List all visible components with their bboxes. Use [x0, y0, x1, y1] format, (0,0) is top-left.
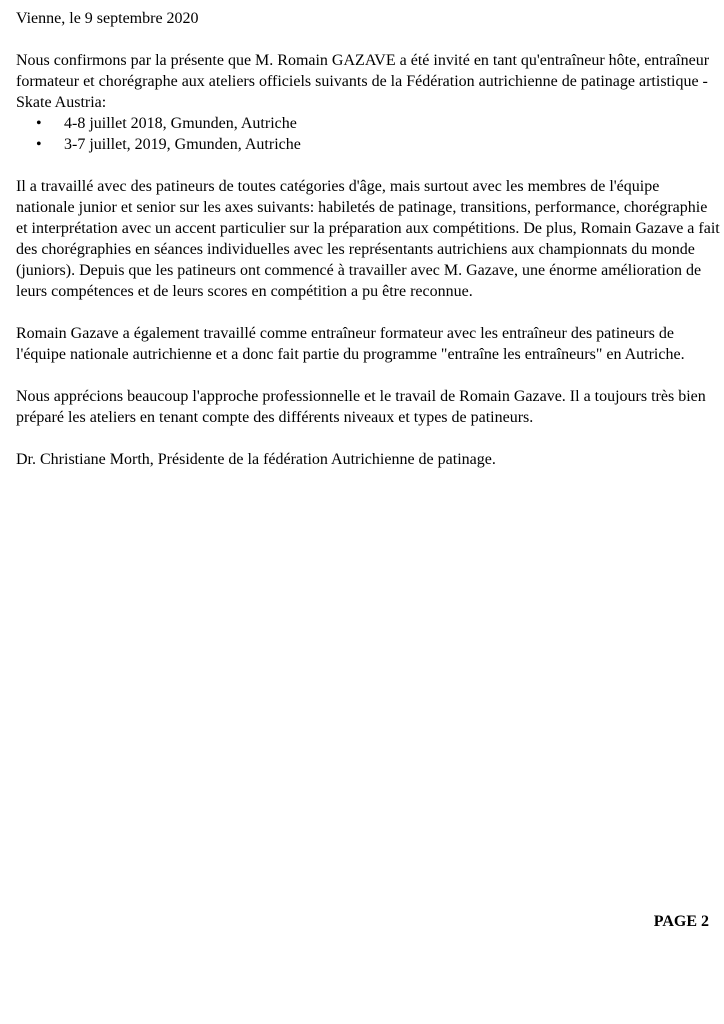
intro-paragraph: Nous confirmons par la présente que M. Romain GAZAVE a été invité en tant qu'entraîneur hôte, entraîneur formateur et chorégraphe aux ateliers officiels suivants de la Fédération autrichienne de patinage artistique - Skate Austria:	[16, 52, 710, 111]
bullet-icon: •	[36, 115, 42, 132]
event-text: 3-7 juillet, 2019, Gmunden, Autriche	[64, 136, 301, 153]
letter-body	[16, 8, 720, 470]
event-list	[16, 113, 720, 155]
event-text: 4-8 juillet 2018, Gmunden, Autriche	[64, 115, 297, 132]
spacer	[16, 155, 720, 176]
list-item	[16, 113, 720, 134]
spacer	[16, 29, 720, 50]
spacer	[16, 428, 720, 449]
spacer	[16, 365, 720, 386]
appreciation-paragraph: Nous apprécions beaucoup l'approche professionnelle et le travail de Romain Gazave. Il a toujours très bien préparé les ateliers en tenant compte des différents niveaux et types de patineurs.	[16, 388, 706, 426]
trainer-paragraph: Romain Gazave a également travaillé comme entraîneur formateur avec les entraîneur des patineurs de l'équipe nationale autrichienne et a donc fait partie du programme "entraîne les entraîneurs" en Autriche.	[16, 325, 685, 363]
work-paragraph: Il a travaillé avec des patineurs de toutes catégories d'âge, mais surtout avec les membres de l'équipe nationale junior et senior sur les axes suivants: habiletés de patinage, transitions, performance, chorégraphie et interprétation avec un accent particulier sur la préparation aux compétitions. De plus, Romain Gazave a fait des chorégraphies en séances individuelles avec les représentants autrichiens aux championnats du monde (juniors). Depuis que les patineurs ont commencé à travailler avec M. Gazave, une énorme amélioration de leurs compétences et de leurs scores en compétition a pu être reconnue.	[16, 178, 720, 300]
list-item	[16, 134, 720, 155]
spacer	[16, 302, 720, 323]
bullet-icon: •	[36, 136, 42, 153]
date-line: Vienne, le 9 septembre 2020	[16, 10, 199, 27]
page-number: PAGE 2	[653, 913, 709, 930]
signature-line: Dr. Christiane Morth, Présidente de la fédération Autrichienne de patinage.	[16, 451, 496, 468]
